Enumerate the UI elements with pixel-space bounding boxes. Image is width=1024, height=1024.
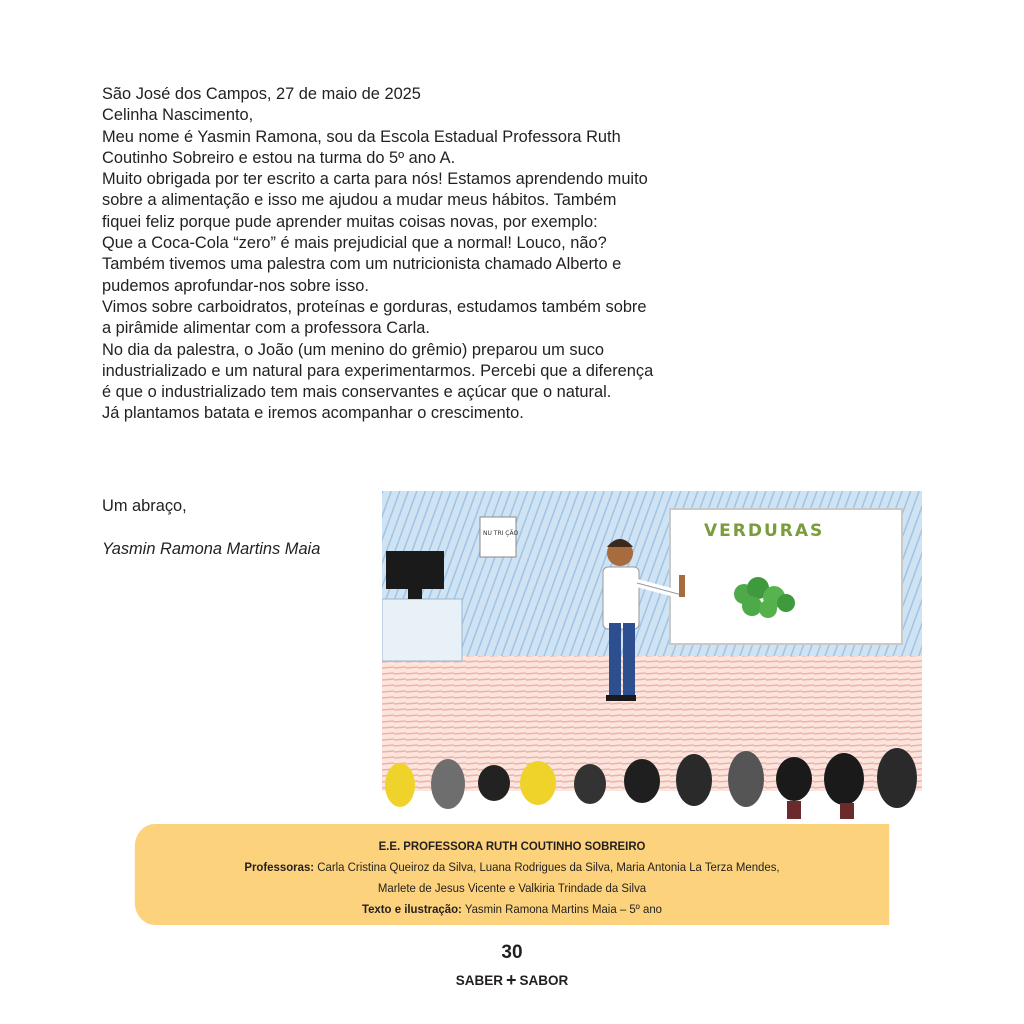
- credits-box: [135, 824, 889, 925]
- page-number: 30: [501, 942, 523, 963]
- letter-line: Vimos sobre carboidratos, proteínas e gorduras, estudamos também sobre: [102, 297, 647, 316]
- nutrition-poster: [480, 517, 519, 557]
- letter-greeting: Celinha Nascimento,: [102, 106, 254, 125]
- letter-line: Muito obrigada por ter escrito a carta para nós! Estamos aprendendo muito: [102, 170, 648, 189]
- desk: [382, 599, 462, 661]
- credits-line: [135, 899, 889, 920]
- teachers-names-2: Marlete de Jesus Vicente e Valkiria Trindade da Silva: [377, 881, 647, 895]
- teachers-label: Professoras:: [244, 860, 315, 874]
- letter-line: Já plantamos batata e iremos acompanhar o crescimento.: [102, 404, 524, 423]
- letter-closing: Um abraço,: [102, 497, 187, 515]
- letter-line: pudemos aprofundar-nos sobre isso.: [102, 276, 369, 295]
- letter-line: No dia da palestra, o João (um menino do grêmio) preparou um suco: [102, 340, 605, 359]
- poster-text: NU TRI ÇÃO: [483, 530, 519, 537]
- letter-line: Meu nome é Yasmin Ramona, sou da Escola Estadual Professora Ruth: [102, 127, 621, 146]
- teachers-names-1: Carla Cristina Queiroz da Silva, Luana Rodrigues da Silva, Maria Antonia La Terza Mendes,: [317, 860, 780, 874]
- letter-signature: Yasmin Ramona Martins Maia: [102, 540, 321, 558]
- letter: [102, 84, 742, 425]
- credits-label: Texto e ilustração:: [361, 902, 462, 916]
- letter-line: é que o industrializado tem mais conservantes e açúcar que o natural.: [102, 383, 612, 402]
- school-name: E.E. PROFESSORA RUTH COUTINHO SOBREIRO: [378, 839, 646, 853]
- letter-line: Também tivemos uma palestra com um nutricionista chamado Alberto e: [102, 255, 622, 274]
- credits-value: Yasmin Ramona Martins Maia – 5º ano: [464, 902, 663, 916]
- publication-brand: [0, 970, 1024, 991]
- brand-plus: +: [505, 970, 517, 990]
- brand-left: SABER: [455, 973, 503, 988]
- teachers-line: [135, 857, 889, 878]
- monitor: [386, 551, 444, 589]
- letter-line: a pirâmide alimentar com a professora Carla.: [102, 319, 430, 338]
- board-text: VERDURAS: [704, 521, 825, 541]
- brand-right: SABOR: [519, 973, 569, 988]
- letter-line: sobre a alimentação e isso me ajudou a mudar meus hábitos. Também: [102, 191, 617, 210]
- letter-line: industrializado e um natural para experimentarmos. Percebi que a diferença: [102, 361, 654, 380]
- letter-line: Que a Coca-Cola “zero” é mais prejudicial que a normal! Louco, não?: [102, 234, 607, 253]
- letter-line: fiquei feliz porque pude aprender muitas coisas novas, por exemplo:: [102, 212, 598, 231]
- letter-body: [102, 127, 742, 425]
- classroom-drawing: [382, 491, 922, 819]
- letter-date: São José dos Campos, 27 de maio de 2025: [102, 85, 421, 103]
- monitor-stand: [408, 589, 422, 599]
- letter-line: Coutinho Sobreiro e estou na turma do 5º ano A.: [102, 148, 456, 167]
